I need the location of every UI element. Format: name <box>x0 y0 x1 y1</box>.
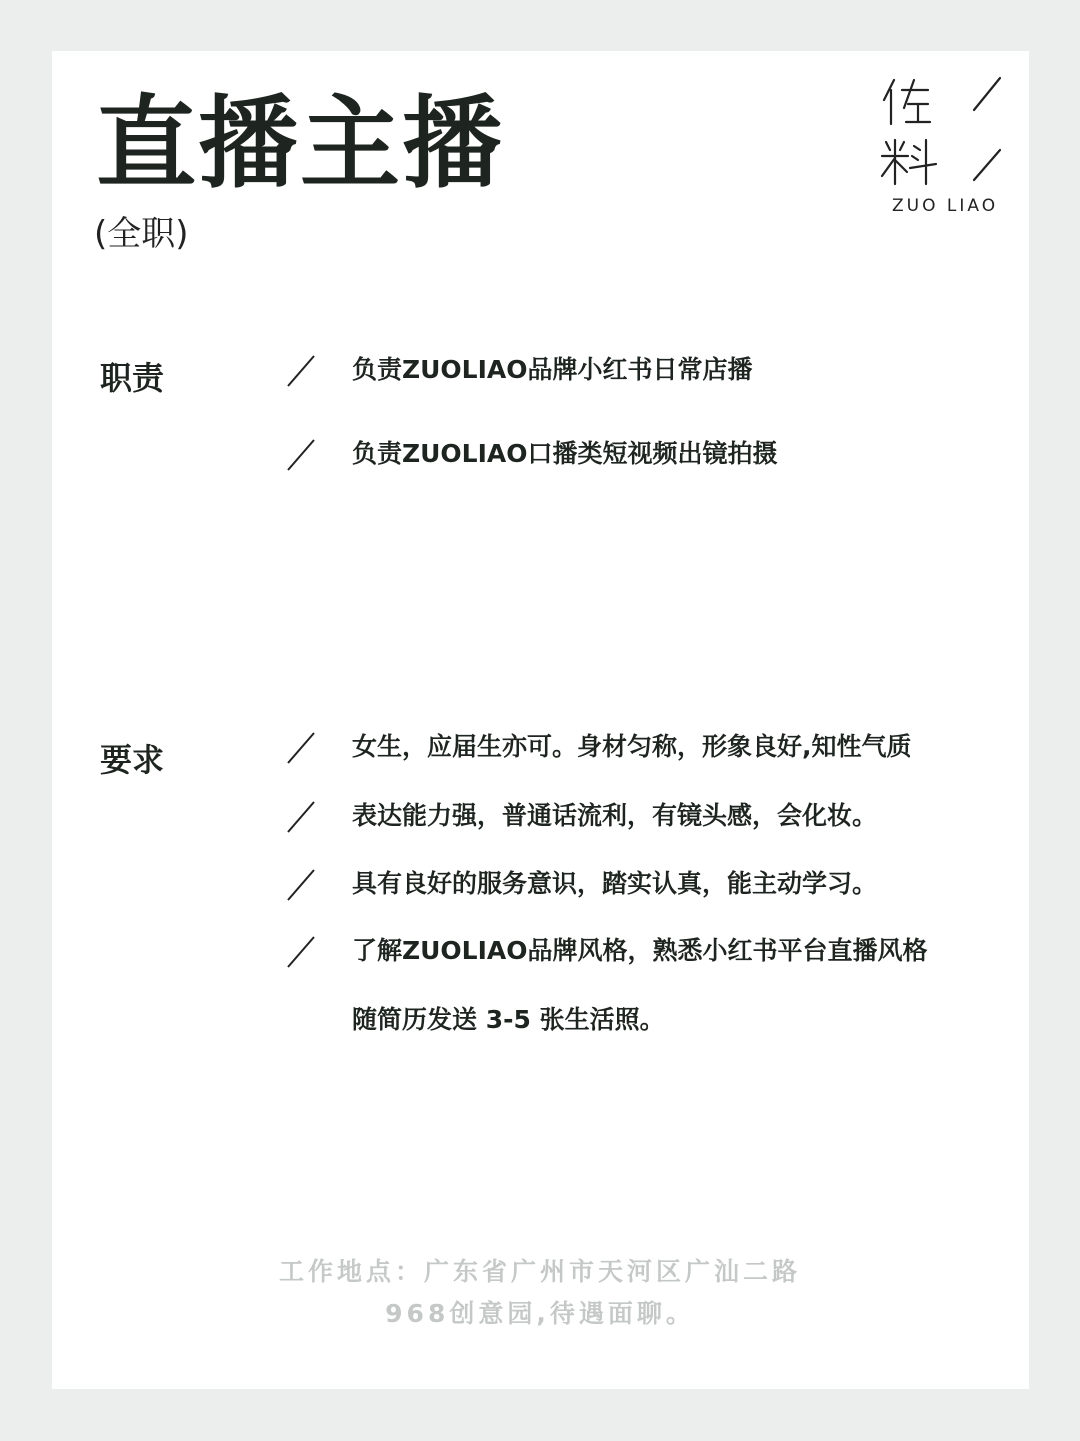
requirement-text: 女生，应届生亦可。身材匀称，形象良好,知性气质 <box>352 732 912 761</box>
requirement-text: 了解ZUOLIAO品牌风格，熟悉小红书平台直播风格 <box>352 936 928 965</box>
requirement-item <box>286 796 1006 840</box>
slash-icon <box>286 438 316 472</box>
slash-icon <box>286 868 316 902</box>
requirement-item <box>286 864 1006 908</box>
job-type: (全职) <box>94 214 189 254</box>
requirement-text: 表达能力强，普通话流利，有镜头感，会化妆。 <box>352 801 878 830</box>
job-card <box>52 51 1029 1389</box>
duty-item <box>286 350 1006 394</box>
requirements-label: 要求 <box>100 741 165 779</box>
requirement-item <box>286 727 1006 771</box>
job-title: 直播主播 <box>96 85 504 202</box>
requirement-text: 具有良好的服务意识，踏实认真，能主动学习。 <box>352 869 878 898</box>
slash-icon <box>286 935 316 969</box>
slash-icon <box>286 731 316 765</box>
work-location: 工作地点：广东省广州市天河区广汕二路 <box>278 1257 801 1286</box>
slash-icon <box>286 354 316 388</box>
work-location-detail: 968创意园,待遇面聊。 <box>385 1299 695 1328</box>
duties-label: 职责 <box>100 359 165 397</box>
requirement-item <box>286 931 1006 975</box>
duty-text: 负责ZUOLIAO品牌小红书日常店播 <box>352 355 753 384</box>
duty-item <box>286 434 1006 478</box>
photo-note: 随简历发送 3-5 张生活照。 <box>352 1005 665 1034</box>
slash-icon <box>286 800 316 834</box>
duty-text: 负责ZUOLIAO口播类短视频出镜拍摄 <box>352 439 778 468</box>
logo-wordmark: ZUO LIAO <box>892 196 999 216</box>
requirement-note <box>286 1000 1006 1044</box>
